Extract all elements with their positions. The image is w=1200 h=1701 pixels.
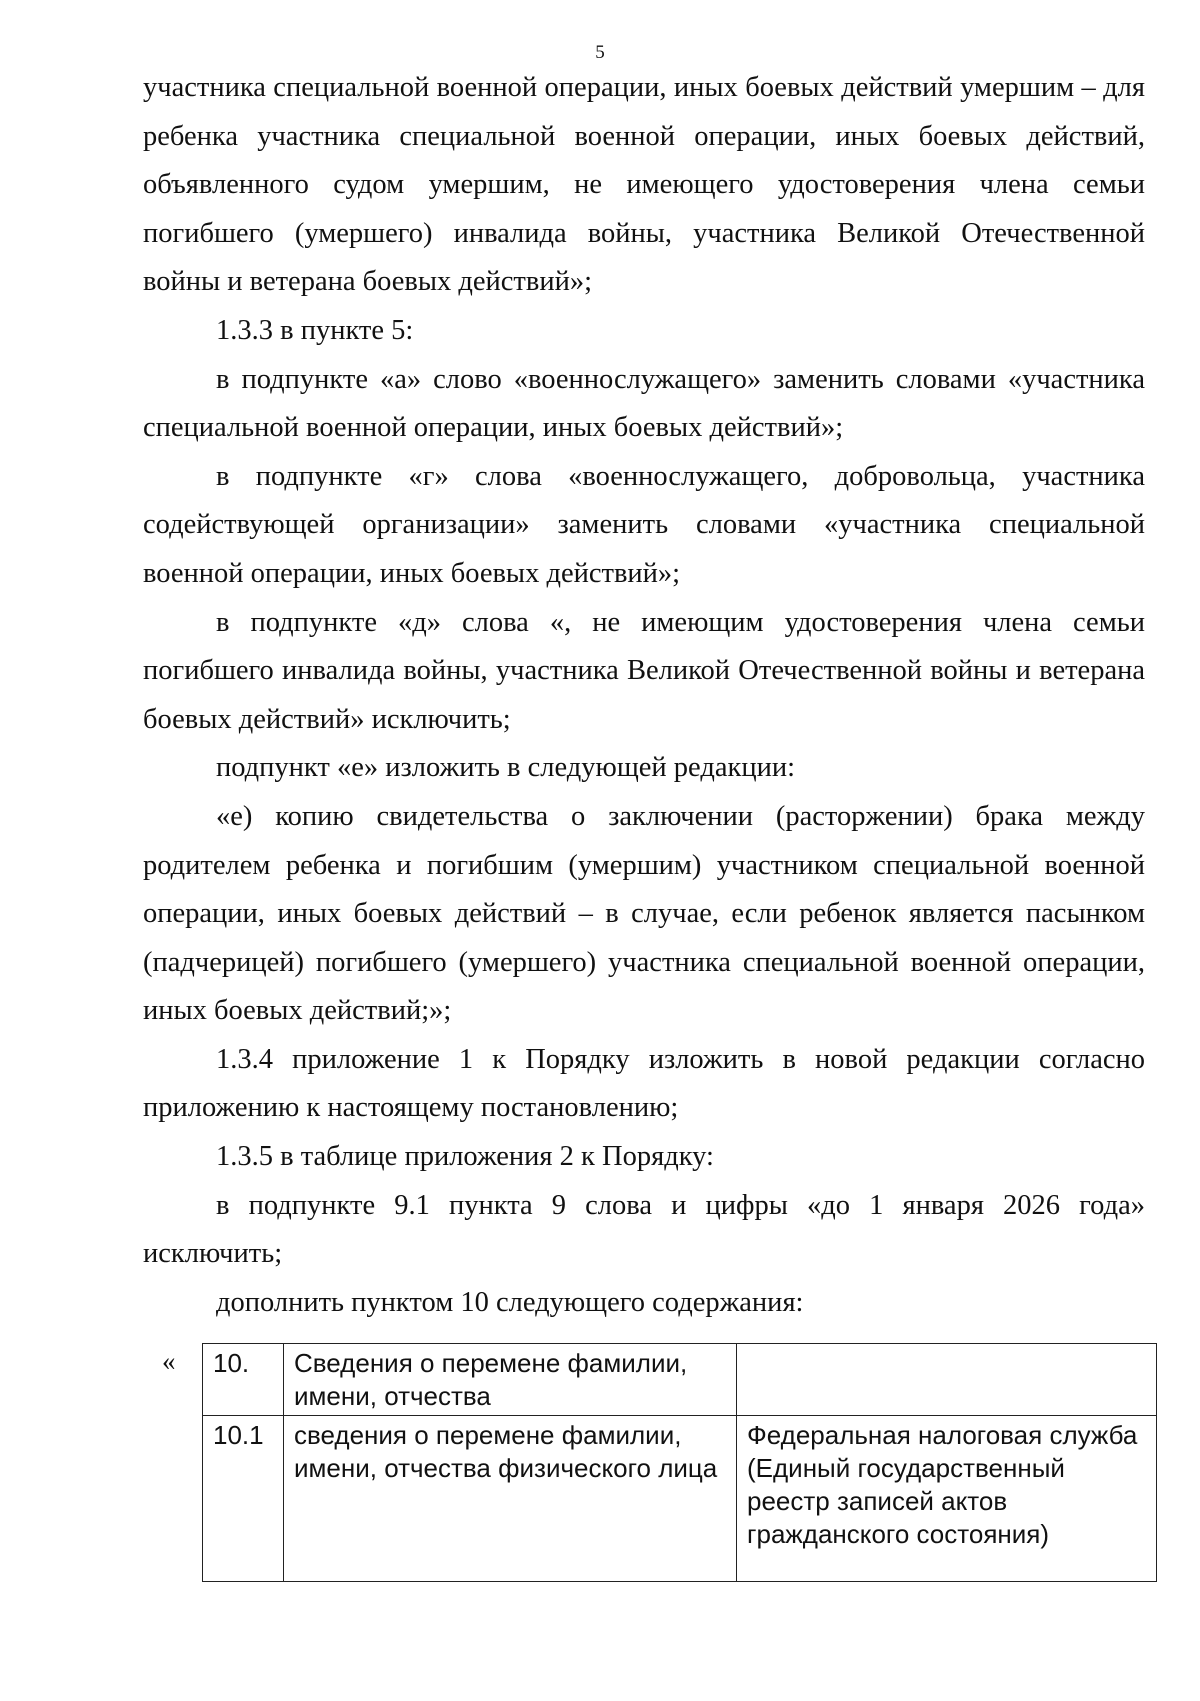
paragraph-subitem-d: в подпункте «д» слова «, не имеющим удостоверения члена семьи погибшего инвалида войны, участника Великой Отечественной войны и ветерана боевых действий» исключить; <box>143 606 1145 735</box>
table-cell-name: Сведения о перемене фамилии, имени, отчества <box>284 1344 737 1416</box>
table-cell-source <box>737 1344 1157 1416</box>
paragraph-subitem-9-1: в подпункте 9.1 пункта 9 слова и цифры «до 1 января 2026 года» исключить; <box>143 1189 1145 1270</box>
paragraph-subitem-e-text: «е) копию свидетельства о заключении (расторжении) брака между родителем ребенка и погибшим (умершим) участником специальной военной операции, иных боевых действий – в случае, если ребенок является пасынком (падчерицей) погибшего (умершего) участника специальной военной операции, иных боевых действий;»; <box>143 800 1145 1027</box>
paragraph-item-1-3-4: 1.3.4 приложение 1 к Порядку изложить в новой редакции согласно приложению к настоящему постановлению; <box>143 1043 1145 1124</box>
table-cell-source: Федеральная налоговая служба (Единый государственный реестр записей актов гражданского состояния) <box>737 1416 1157 1582</box>
opening-quote: « <box>162 1346 176 1376</box>
paragraph-subitem-g: в подпункте «г» слова «военнослужащего, добровольца, участника содействующей организации» заменить словами «участника специальной военной операции, иных боевых действий»; <box>143 460 1145 589</box>
paragraph-subitem-e-intro: подпункт «е» изложить в следующей редакции: <box>216 752 795 784</box>
paragraph-subitem-a: в подпункте «а» слово «военнослужащего» заменить словами «участника специальной военной операции, иных боевых действий»; <box>143 363 1145 444</box>
table-cell-number: 10.1 <box>203 1416 284 1582</box>
table-cell-name: сведения о перемене фамилии, имени, отчества физического лица <box>284 1416 737 1582</box>
paragraph-item-1-3-5: 1.3.5 в таблице приложения 2 к Порядку: <box>216 1141 714 1173</box>
table-row <box>203 1416 1157 1582</box>
table-row <box>203 1344 1157 1416</box>
document-body <box>143 64 1145 1327</box>
paragraph-item-1-3-3: 1.3.3 в пункте 5: <box>216 314 414 346</box>
paragraph-continuation: участника специальной военной операции, иных боевых действий умершим – для ребенка участника специальной военной операции, иных боевых действий, объявленного судом умершим, не имеющего удостоверения члена семьи погибшего (умершего) инвалида войны, участника Великой Отечественной войны и ветерана боевых действий»; <box>143 72 1145 298</box>
page-number: 5 <box>595 42 605 63</box>
insert-table <box>202 1343 1157 1582</box>
paragraph-add-item-10: дополнить пунктом 10 следующего содержания: <box>216 1286 804 1318</box>
table-cell-number: 10. <box>203 1344 284 1416</box>
